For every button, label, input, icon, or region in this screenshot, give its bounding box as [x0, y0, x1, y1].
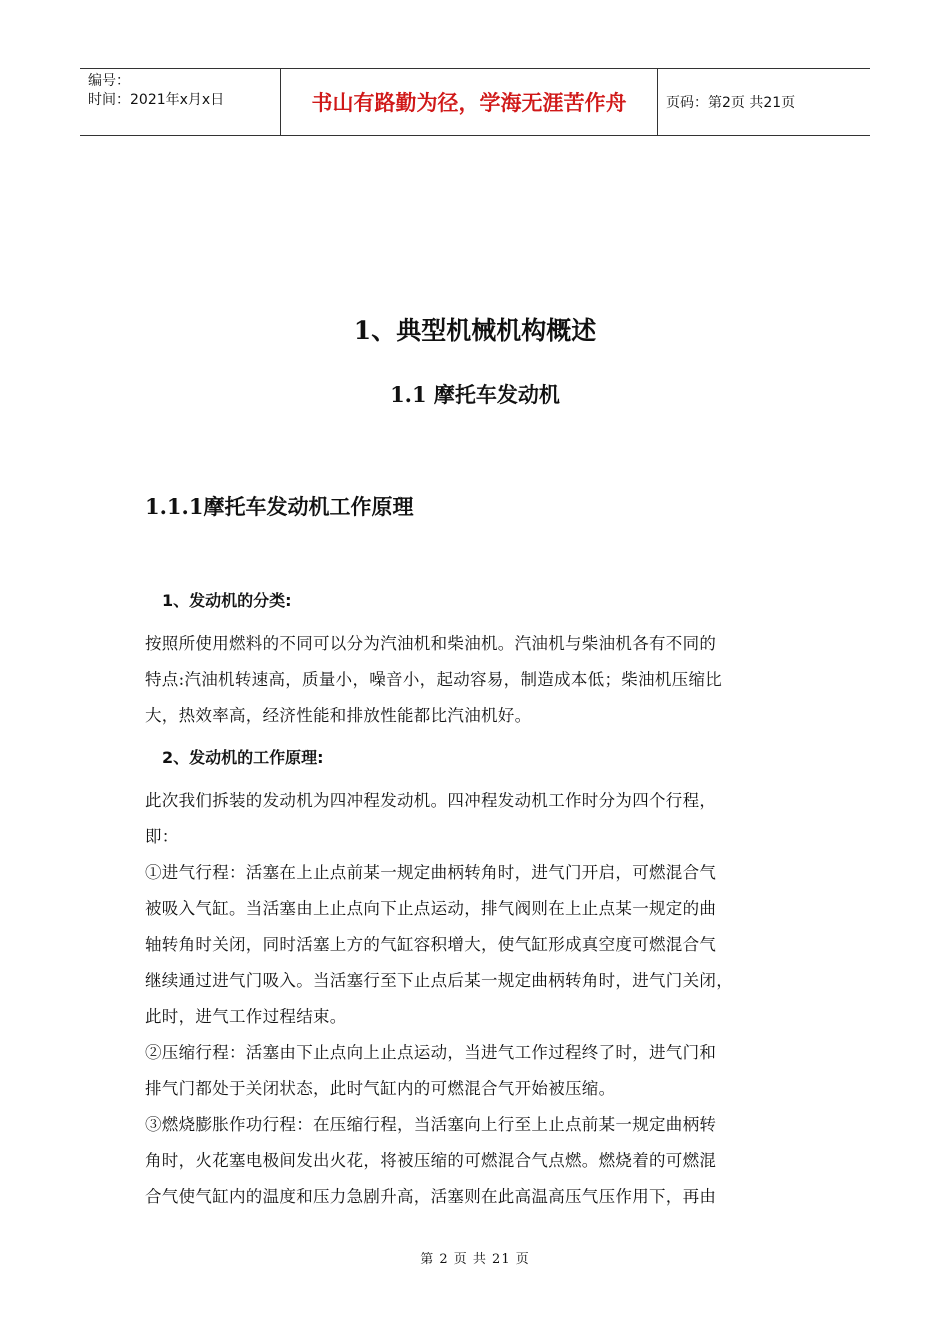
- paragraph-line: 此时，进气工作过程结束。: [145, 1007, 347, 1026]
- paragraph-line: 轴转角时关闭，同时活塞上方的气缸容积增大，使气缸形成真空度可燃混合气: [145, 935, 717, 954]
- number-label: 编号：: [88, 73, 130, 89]
- paragraph-line: 被吸入气缸。当活塞由上止点向下止点运动，排气阀则在上止点某一规定的曲: [145, 899, 717, 918]
- paragraph-line: ③燃烧膨胀作功行程：在压缩行程，当活塞向上行至上止点前某一规定曲柄转: [145, 1115, 717, 1134]
- paragraph-line: 大，热效率高，经济性能和排放性能都比汽油机好。: [145, 706, 532, 725]
- paragraph-line: 特点:汽油机转速高，质量小，噪音小，起动容易，制造成本低；柴油机压缩比: [145, 670, 723, 689]
- item-heading-1: 1、发动机的分类:: [162, 591, 292, 610]
- header-page-info: 页码：第2页 共21页: [666, 95, 796, 111]
- header-motto: 书山有路勤为径，学海无涯苦作舟: [280, 69, 658, 135]
- paragraph-line: 继续通过进气门吸入。当活塞行至下止点后某一规定曲柄转角时，进气门关闭，: [145, 971, 733, 990]
- paragraph-line: 排气门都处于关闭状态，此时气缸内的可燃混合气开始被压缩。: [145, 1079, 616, 1098]
- page-footer: 第 2 页 共 21 页: [420, 1252, 530, 1267]
- paragraph-line: ①进气行程：活塞在上止点前某一规定曲柄转角时，进气门开启，可燃混合气: [145, 863, 717, 882]
- paragraph-line: 合气使气缸内的温度和压力急剧升高，活塞则在此高温高压气压作用下，再由: [145, 1187, 717, 1206]
- paragraph-line: ②压缩行程：活塞由下止点向上止点运动，当进气工作过程终了时，进气门和: [145, 1043, 717, 1062]
- document-header: [80, 68, 870, 136]
- paragraph-line: 此次我们拆装的发动机为四冲程发动机。四冲程发动机工作时分为四个行程，: [145, 791, 717, 810]
- section-title: 1.1 摩托车发动机: [390, 382, 560, 407]
- item-heading-2: 2、发动机的工作原理:: [162, 748, 324, 767]
- subsection-title: 1.1.1摩托车发动机工作原理: [145, 494, 414, 519]
- paragraph-line: 按照所使用燃料的不同可以分为汽油机和柴油机。汽油机与柴油机各有不同的: [145, 634, 717, 653]
- paragraph-line: 角时，火花塞电极间发出火花，将被压缩的可燃混合气点燃。燃烧着的可燃混: [145, 1151, 717, 1170]
- paragraph-line: 即：: [145, 827, 179, 846]
- date-label: 时间：2021年x月x日: [88, 92, 225, 108]
- item-paragraph-1: [145, 626, 815, 734]
- item-paragraph-2: [145, 783, 815, 1215]
- chapter-title: 1、典型机械机构概述: [353, 316, 597, 345]
- header-meta: [80, 69, 280, 135]
